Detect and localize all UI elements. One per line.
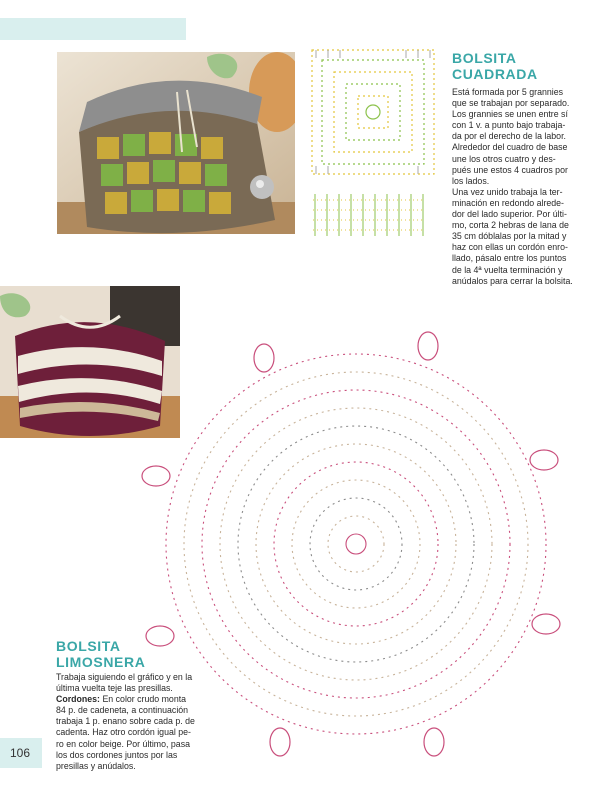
text-line: minación en redondo alrede- [452, 197, 564, 208]
text-line: Los grannies se unen entre sí [452, 109, 568, 120]
round-pouch-chart [136, 322, 586, 762]
text-line: une los otros cuatro y des- [452, 153, 556, 164]
text-line: los lados. [452, 175, 490, 186]
text-line: ro en color beige. Por último, pasa [56, 738, 190, 749]
text-line: haz con ellas un cordón enro- [452, 242, 568, 253]
title-bolsita-limosnera-line2: LIMOSNERA [56, 654, 146, 670]
square-bag-photo [57, 52, 295, 234]
text-line: Está formada por 5 grannies [452, 87, 564, 97]
text-line: última vuelta teje las presillas. [56, 683, 173, 694]
instructions-bolsita-cuadrada [452, 87, 598, 287]
text-line: anúdalos para cerrar la bolsita. [452, 275, 573, 286]
top-decor-band [0, 18, 186, 40]
text-line: Alrededor del cuadro de base [452, 142, 568, 153]
text-line: 35 cm dóblalas por la mitad y [452, 231, 567, 242]
title-bolsita-cuadrada-line1: BOLSITA [452, 50, 517, 66]
edging-rows-chart [313, 190, 425, 240]
text-line: con 1 v. a punto bajo trabaja- [452, 120, 566, 131]
instructions-bolsita-limosnera [56, 672, 195, 772]
cordones-label: Cordones: [56, 694, 100, 705]
text-line: da por el derecho de la labor. [452, 131, 566, 142]
text-line [56, 694, 186, 705]
text-line: llado, pásalo entre los puntos [452, 253, 567, 264]
text-line: que se trabajan por separado. [452, 98, 570, 109]
granny-square-chart [308, 46, 438, 178]
text-line: Una vez unido trabaja la ter- [452, 186, 563, 197]
page-number: 106 [10, 746, 31, 760]
text-fragment: En color crudo monta [100, 694, 187, 705]
title-bolsita-limosnera-line1: BOLSITA [56, 638, 121, 654]
text-line: Trabaja siguiendo el gráfico y en la [56, 672, 193, 682]
text-line: presillas y anúdalos. [56, 760, 136, 771]
title-bolsita-cuadrada-line2: CUADRADA [452, 66, 538, 82]
text-line: los dos cordones juntos por las [56, 749, 178, 760]
text-line: 84 p. de cadeneta, a continuación [56, 705, 189, 716]
text-line: mo, corta 2 hebras de lana de [452, 220, 569, 231]
text-line: trabaja 1 p. enano sobre cada p. de [56, 716, 195, 727]
text-line: dor del lado superior. Por últi- [452, 209, 567, 220]
text-line: pués une estos 4 cuadros por [452, 164, 568, 175]
text-line: de la 4ª vuelta terminación y [452, 264, 563, 275]
text-line: cadenta. Haz otro cordón igual pe- [56, 727, 191, 738]
